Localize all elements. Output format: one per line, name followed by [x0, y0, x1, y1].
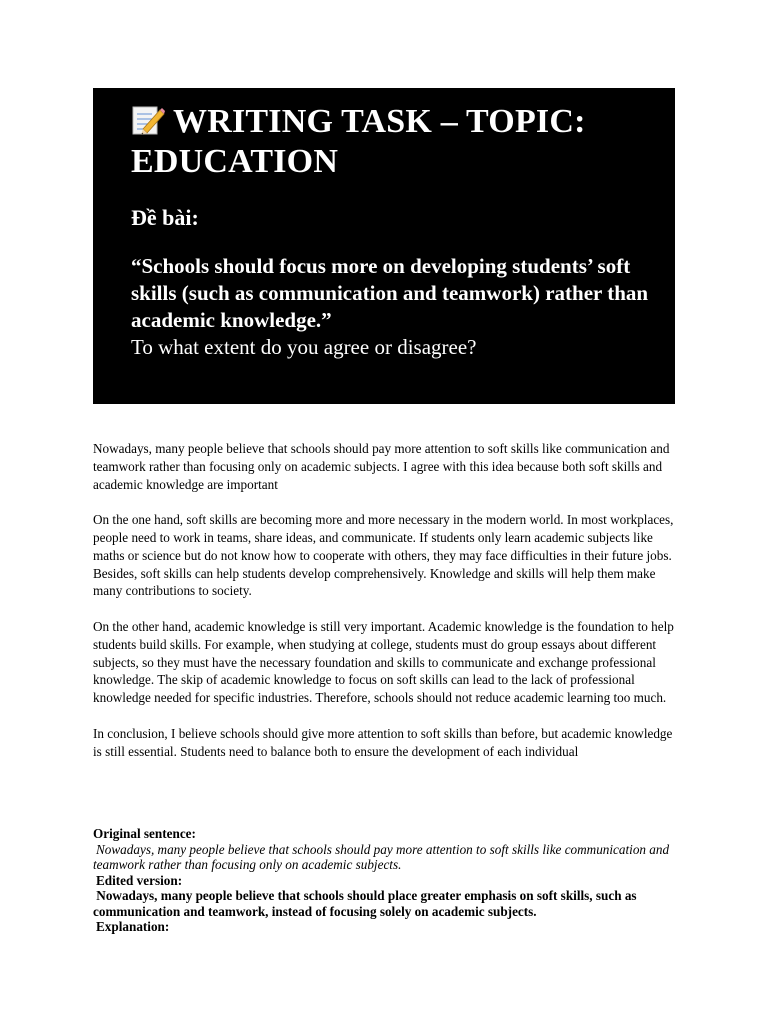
banner-title — [131, 102, 655, 182]
essay-paragraph-intro: Nowadays, many people believe that schools should pay more attention to soft skills like communication and teamwork rather than focusing only on academic subjects. I agree with this idea because both soft skills and academic knowledge are important — [93, 441, 670, 492]
edited-version-label: Edited version: — [96, 872, 183, 888]
original-sentence-label: Original sentence: — [93, 826, 196, 841]
edited-version-sentence: Nowadays, many people believe that schools should place greater emphasis on soft skills, such as communication and teamwork, instead of focusing solely on academic subjects. — [93, 888, 637, 919]
edited-version-text — [93, 888, 683, 919]
prompt-question: To what extent do you agree or disagree? — [131, 335, 477, 359]
edit-feedback — [93, 826, 683, 935]
topic-banner — [93, 88, 675, 404]
prompt-quote: “Schools should focus more on developing students’ soft skills (such as communication and teamwork) rather than academic knowledge.” — [131, 254, 649, 332]
original-sentence-text: Nowadays, many people believe that schools should pay more attention to soft skills like communication and teamwork rather than focusing only on academic subjects. — [93, 841, 670, 872]
explanation-label: Explanation: — [96, 919, 170, 934]
prompt-label: Đề bài: — [131, 205, 199, 230]
essay-body — [93, 440, 683, 778]
essay-paragraph-conclusion: In conclusion, I believe schools should give more attention to soft skills than before, but academic knowledge is still essential. Students need to balance both to ensure the development of each individual — [93, 725, 673, 759]
essay-paragraph-2: On the other hand, academic knowledge is still very important. Academic knowledge is the foundation to help students build skills. For example, when studying at college, students must do group essays about different subjects, so they must have the necessary foundation and skills to communicate and exchange professional knowledge. The skip of academic knowledge to focus on soft skills can lead to the lack of professional knowledge needed for specific industries. Therefore, schools should not reduce academic learning too much. — [93, 618, 674, 706]
memo-pencil-icon — [131, 104, 165, 136]
banner-title-text: WRITING TASK – TOPIC: EDUCATION — [131, 103, 586, 180]
essay-paragraph-1: On the one hand, soft skills are becoming more and more necessary in the modern world. In most workplaces, people need to work in teams, share ideas, and communicate. If students only learn academic subjects like maths or science but do not know how to cooperate with others, they may face difficulties in their future jobs. Besides, soft skills can help students develop comprehensively. Knowledge and skills will help them make many contributions to society. — [93, 512, 674, 599]
